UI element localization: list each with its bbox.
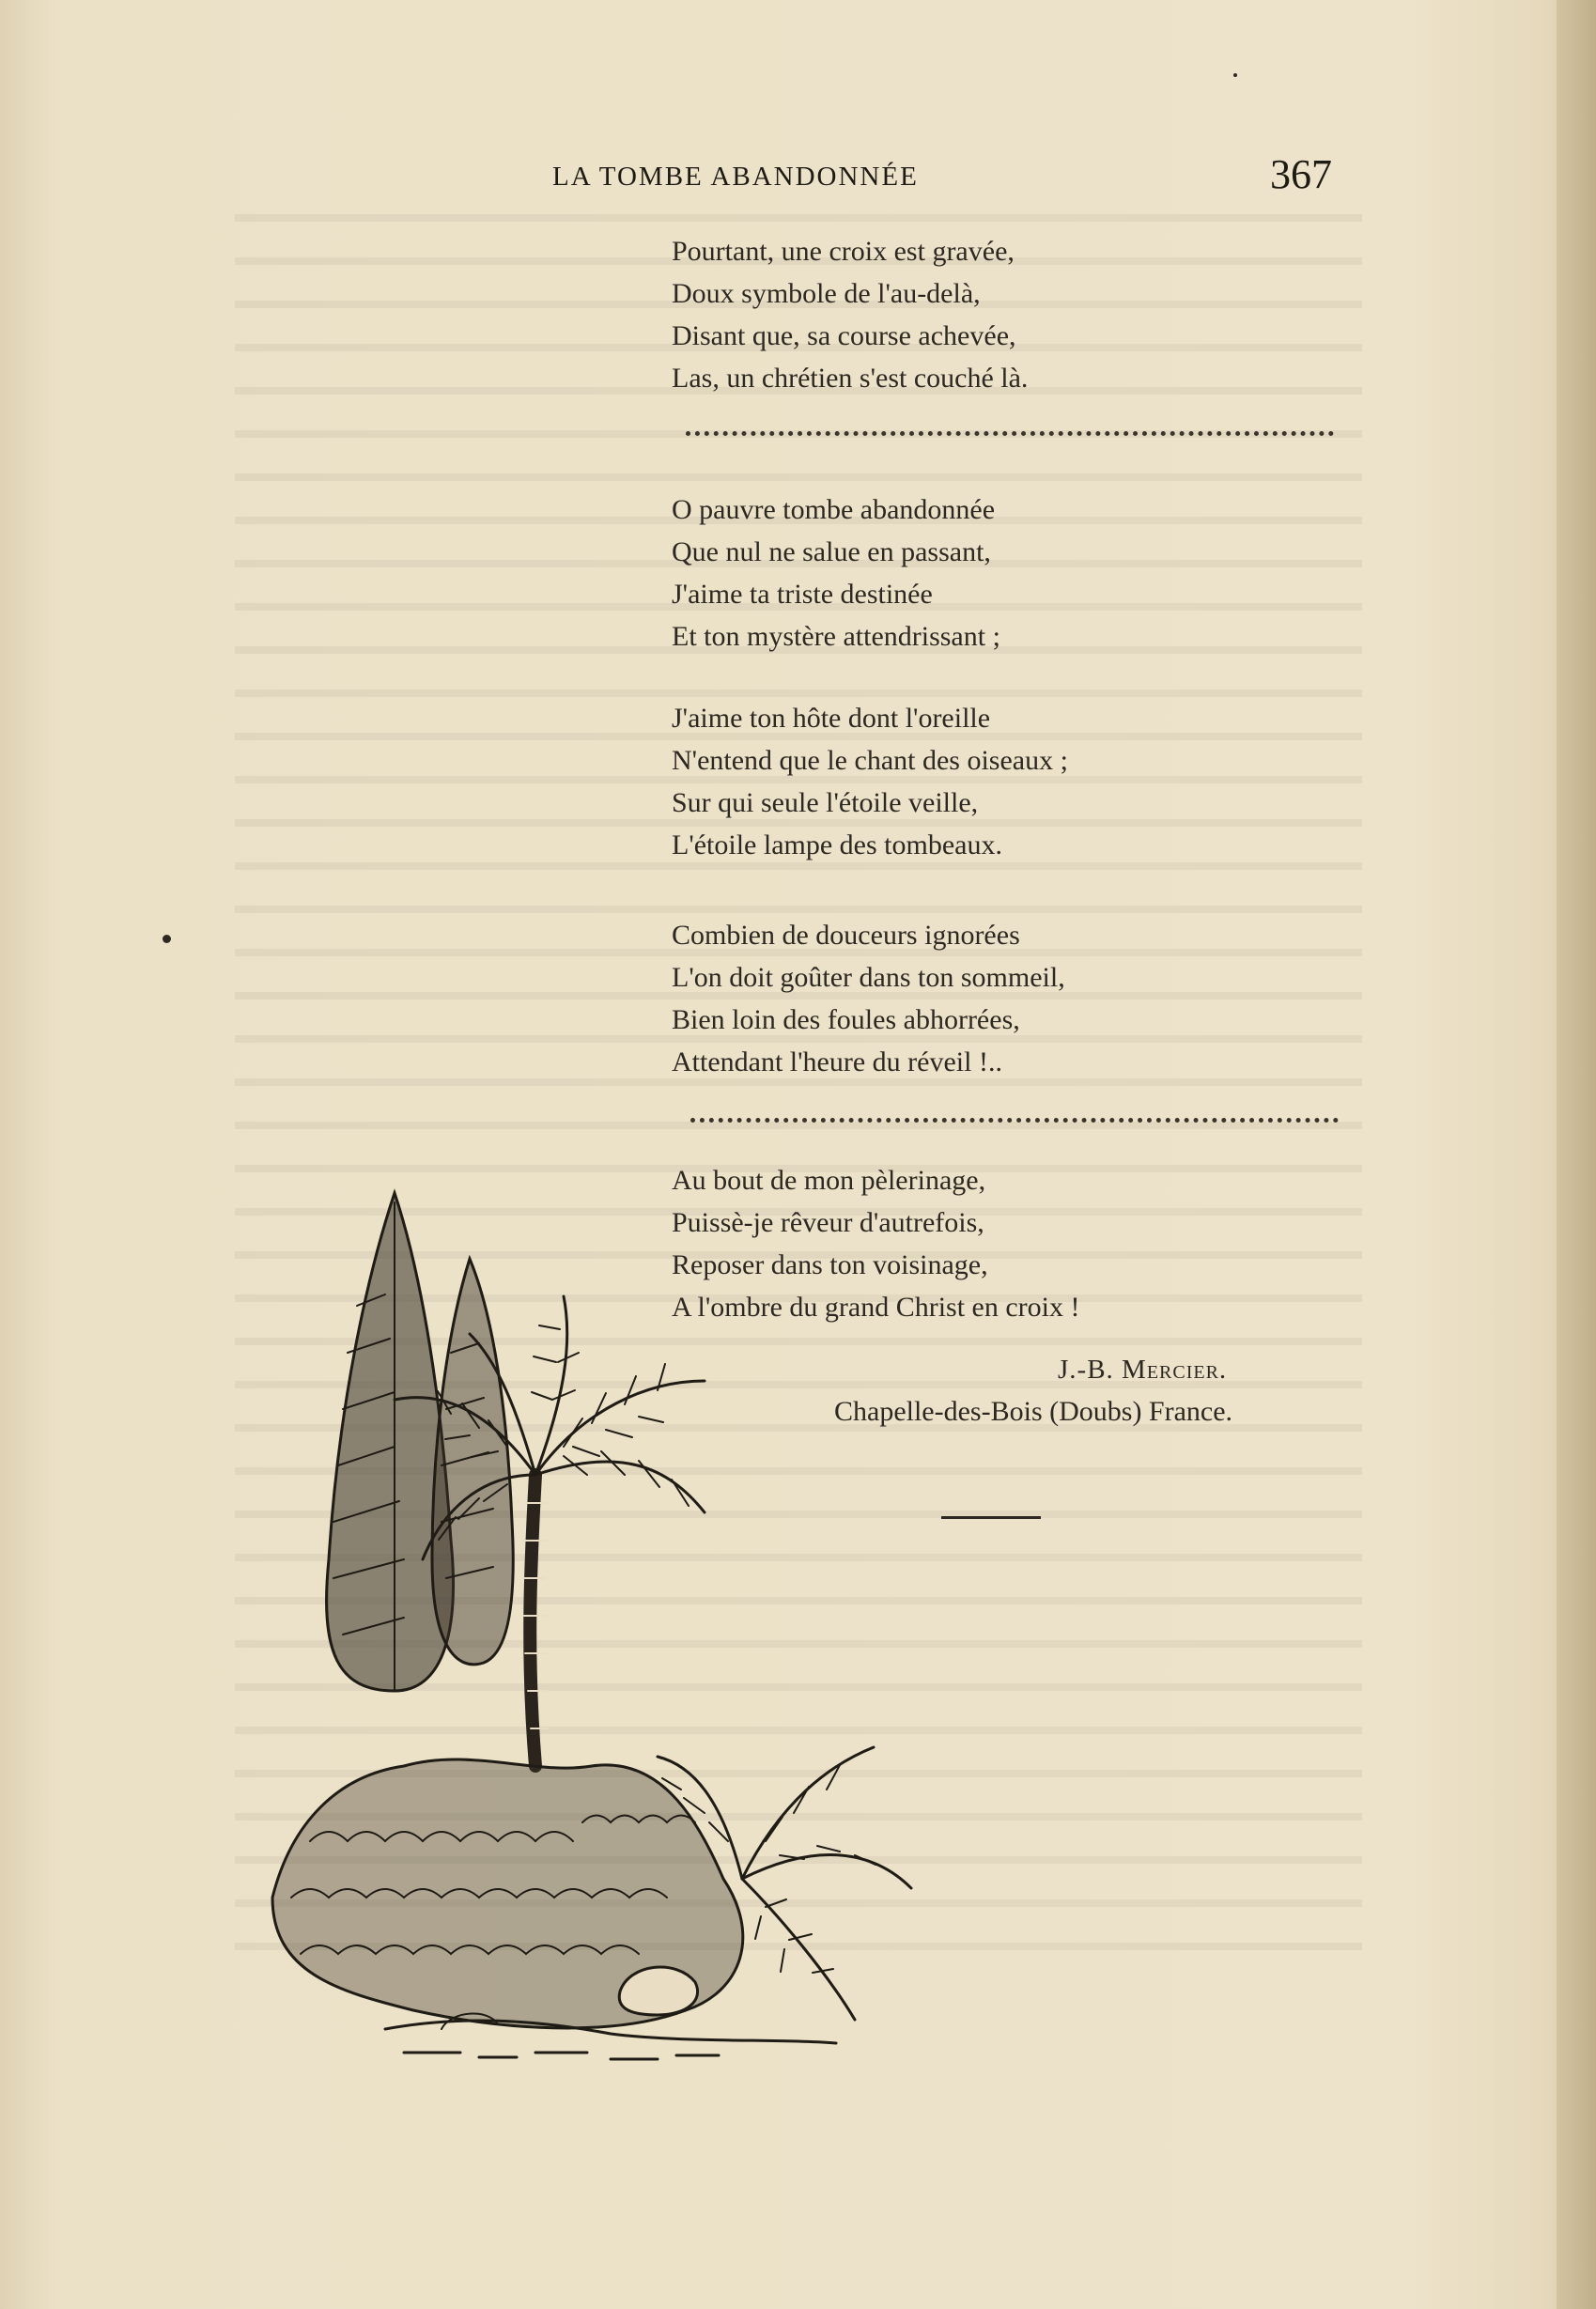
stanza-4 [672,914,1065,1083]
author-location: Chapelle-des-Bois (Doubs) France. [834,1396,1233,1427]
verse-line: Disant que, sa course achevée, [672,320,1016,351]
stanza-1 [672,230,1028,399]
verse-line: L'étoile lampe des tombeaux. [672,829,1002,860]
author-signature: J.-B. Mercier. [1058,1355,1228,1385]
page-edge [1557,0,1596,2309]
verse-line: Pourtant, une croix est gravée, [672,236,1015,267]
verse-line: Reposer dans ton voisinage, [672,1249,988,1280]
verse-line: Las, un chrétien s'est couché là. [672,363,1029,394]
verse-line: Puissè-je rêveur d'autrefois, [672,1207,984,1238]
verse-line: O pauvre tombe abandonnée [672,494,996,525]
verse-line: A l'ombre du grand Christ en croix ! [672,1292,1080,1323]
dotted-separator [686,431,1334,436]
ink-speck [1233,73,1237,77]
verse-line: J'aime ta triste destinée [672,579,933,610]
running-head-title: LA TOMBE ABANDONNÉE [552,162,919,192]
verse-line: Et ton mystère attendrissant ; [672,621,1000,652]
palm-tree-engraving-icon [254,1165,1061,2067]
verse-line: J'aime ton hôte dont l'oreille [672,703,991,734]
verse-line: Attendant l'heure du réveil !.. [672,1046,1002,1077]
verse-line: Combien de douceurs ignorées [672,920,1020,951]
ink-speck [163,935,171,943]
verse-line: N'entend que le chant des oiseaux ; [672,745,1068,776]
page-number: 367 [1270,151,1332,197]
verse-line: Que nul ne salue en passant, [672,536,991,567]
verse-line: Sur qui seule l'étoile veille, [672,787,979,818]
verse-line: Doux symbole de l'au-delà, [672,278,981,309]
verse-line: L'on doit goûter dans ton sommeil, [672,962,1065,993]
stanza-3 [672,697,1068,866]
verse-line: Au bout de mon pèlerinage, [672,1165,986,1196]
stanza-2 [672,488,1000,658]
verse-line: Bien loin des foules abhorrées, [672,1004,1020,1035]
dotted-separator [690,1118,1339,1123]
